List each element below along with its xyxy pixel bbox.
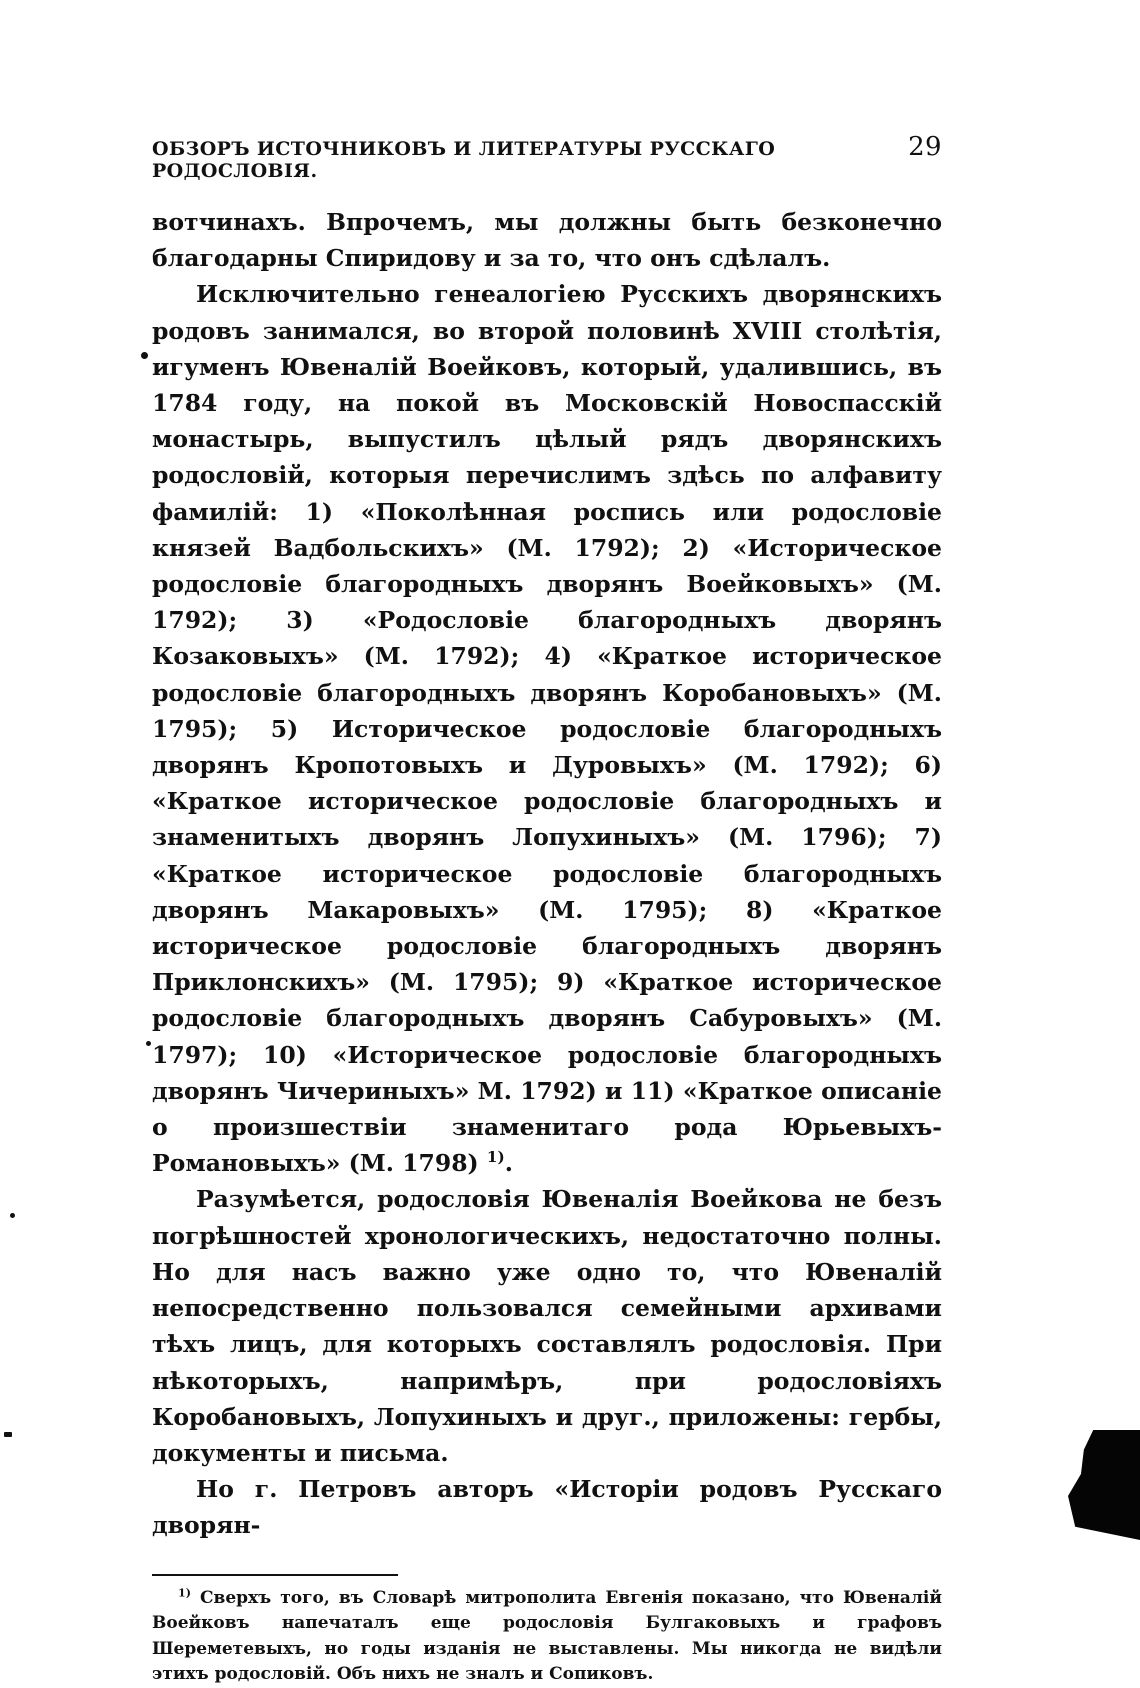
paragraph-4: Но г. Петровъ авторъ «Исторіи родовъ Русскаго дворян- — [152, 1475, 942, 1540]
paragraph-1: вотчинахъ. Впрочемъ, мы должны быть безконечно благодарны Спиридову и за то, что онъ сдѣлалъ. — [152, 208, 942, 273]
scan-speck — [141, 352, 148, 359]
footnote-divider — [152, 1574, 398, 1576]
footnote — [152, 1586, 942, 1688]
book-page — [152, 132, 942, 1688]
paragraph-2-end: . — [504, 1149, 513, 1178]
footnote-text: Сверхъ того, въ Словарѣ митрополита Евгенія показано, что Ювеналій Воейковъ напечаталъ еще родословія Булгаковыхъ и графовъ Шереметевыхъ, но годы изданія не выставлены. Мы никогда не видѣли этихъ родословій. Объ нихъ не зналъ и Сопиковъ. — [152, 1587, 943, 1685]
scan-speck — [4, 1432, 12, 1437]
scan-speck — [146, 1041, 151, 1046]
main-text — [152, 204, 942, 1544]
paragraph-2 — [152, 276, 942, 1181]
paragraph-3: Разумѣется, родословія Ювеналія Воейкова не безъ погрѣшностей хронологическихъ, недостаточно полны. Но для насъ важно уже одно то, что Ювеналій непосредственно пользовался семейными архивами тѣхъ лицъ, для которыхъ составлялъ родословія. При нѣкоторыхъ, напримѣръ, при родословіяхъ Коробановыхъ, Лопухиныхъ и друг., приложены: гербы, документы и письма. — [152, 1185, 942, 1467]
paragraph-2-text: Исключительно генеалогіею Русскихъ дворянскихъ родовъ занимался, во второй половинѣ XVIII столѣтія, игуменъ Ювеналій Воейковъ, который, удалившись, въ 1784 году, на покой въ Московскій Новоспасскій монастырь, выпустилъ цѣлый рядъ дворянскихъ родословій, которыя перечислимъ здѣсь по алфавиту фамилій: 1) «Поколѣнная роспись или родословіе князей Вадбольскихъ» (М. 1792); 2) «Историческое родословіе благородныхъ дворянъ Воейковыхъ» (М. 1792); 3) «Родословіе благородныхъ дворянъ Козаковыхъ» (М. 1792); 4) «Краткое историческое родословіе благородныхъ дворянъ Коробановыхъ» (М. 1795); 5) Историческое родословіе благородныхъ дворянъ Кропотовыхъ и Дуровыхъ» (М. 1792); 6) «Краткое историческое родословіе благородныхъ и знаменитыхъ дворянъ Лопухиныхъ» (М. 1796); 7) «Краткое историческое родословіе благородныхъ дворянъ Макаровыхъ» (М. 1795); 8) «Краткое историческое родословіе благородныхъ дворянъ Приклонскихъ» (М. 1795); 9) «Краткое историческое родословіе благородныхъ дворянъ Сабуровыхъ» (М. 1797); 10) «Историческое родословіе благородныхъ дворянъ Чичериныхъ» М. 1792) и 11) «Краткое описаніе о произшествіи знаменитаго рода Юрьевыхъ-Романовыхъ» (М. 1798) — [152, 280, 942, 1178]
scan-speck — [10, 1213, 15, 1218]
page-number: 29 — [908, 132, 942, 162]
running-title: ОБЗОРЪ ИСТОЧНИКОВЪ И ЛИТЕРАТУРЫ РУССКАГО РОДОСЛОВІЯ. — [152, 138, 776, 182]
running-header — [152, 132, 942, 182]
footnote-reference: 1) — [486, 1148, 505, 1167]
footnote-marker: 1) — [178, 1585, 191, 1599]
scan-ink-blot — [1068, 1430, 1140, 1540]
